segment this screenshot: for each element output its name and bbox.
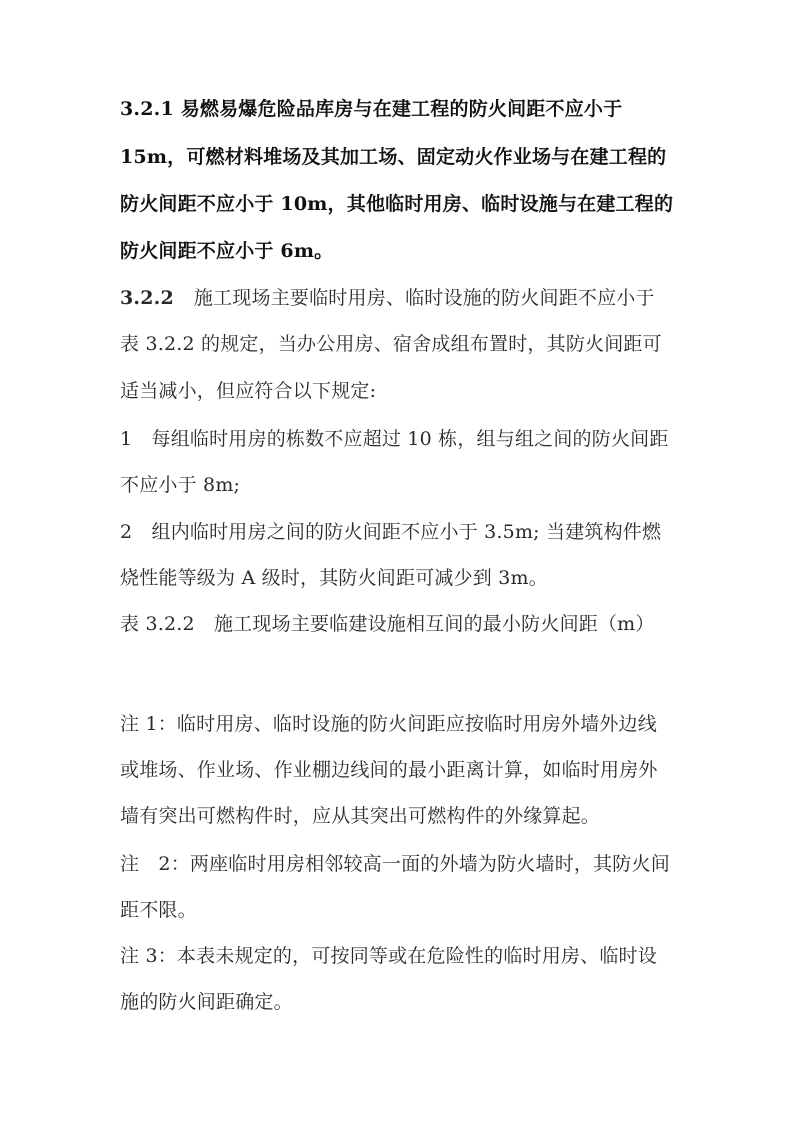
clause-3-2-2-text: 施工现场主要临时用房、临时设施的防火间距不应小于 <box>193 287 655 309</box>
note-1-line-3: 墙有突出可燃构件时，应从其突出可燃构件的外缘算起。 <box>120 805 601 827</box>
clause-3-2-2-line-3: 适当减小，但应符合以下规定: <box>120 380 377 402</box>
rule-2-line-1: 2 组内临时用房之间的防火间距不应小于 3.5m; 当建筑构件燃 <box>120 521 662 543</box>
rule-1-line-2: 不应小于 8m; <box>120 474 241 496</box>
note-2-line-1: 注 2：两座临时用房相邻较高一面的外墙为防火墙时，其防火间 <box>120 853 670 875</box>
rule-2-line-2: 烧性能等级为 A 级时，其防火间距可减少到 3m。 <box>120 567 548 589</box>
clause-3-2-1-line-3: 防火间距不应小于 10m，其他临时用房、临时设施与在建工程的 <box>120 193 674 215</box>
note-2-line-2: 距不限。 <box>120 899 197 921</box>
clause-3-2-2-line-1 <box>120 285 655 311</box>
note-3-line-1: 注 3：本表未规定的，可按同等或在危险性的临时用房、临时设 <box>120 945 657 967</box>
note-1-line-2: 或堆场、作业场、作业棚边线间的最小距离计算，如临时用房外 <box>120 759 658 781</box>
table-caption: 表 3.2.2 施工现场主要临建设施相互间的最小防火间距（m） <box>120 613 655 635</box>
clause-3-2-2-number: 3.2.2 <box>120 287 174 309</box>
rule-1-line-1: 1 每组临时用房的栋数不应超过 10 栋，组与组之间的防火间距 <box>120 428 669 450</box>
clause-3-2-2-line-2: 表 3.2.2 的规定，当办公用房、宿舍成组布置时，其防火间距可 <box>120 333 662 355</box>
note-3-line-2: 施的防火间距确定。 <box>120 991 293 1013</box>
clause-3-2-1-line-4: 防火间距不应小于 6m。 <box>120 240 334 262</box>
note-1-line-1: 注 1：临时用房、临时设施的防火间距应按临时用房外墙外边线 <box>120 713 657 735</box>
clause-3-2-1-line-1: 3.2.1 易燃易爆危险品库房与在建工程的防火间距不应小于 <box>120 98 623 120</box>
clause-3-2-1-line-2: 15m，可燃材料堆场及其加工场、固定动火作业场与在建工程的 <box>120 146 667 168</box>
